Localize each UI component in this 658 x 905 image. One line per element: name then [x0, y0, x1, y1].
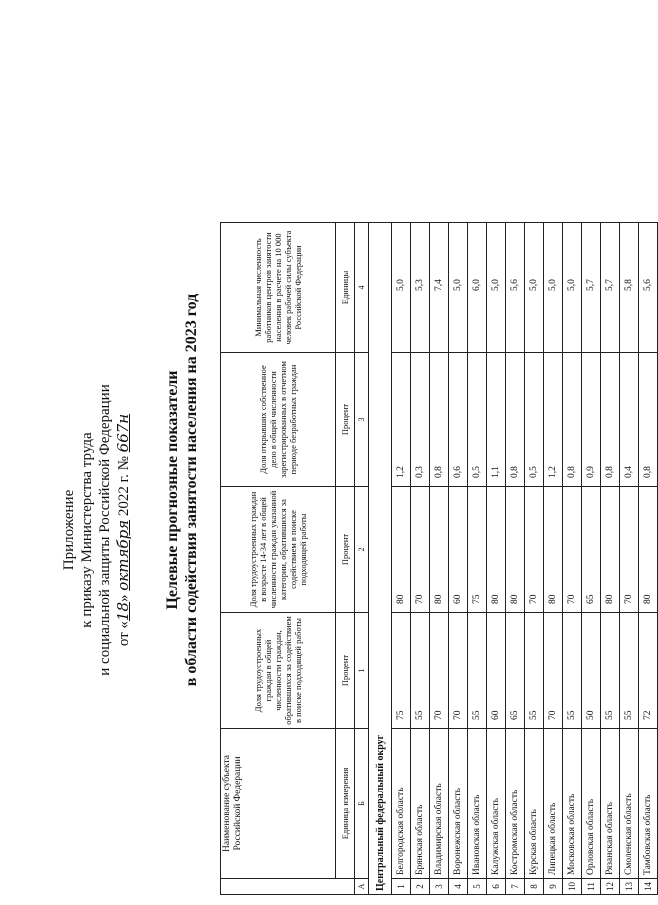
- value-indicator-4: 5,0: [544, 223, 563, 353]
- header-index: [221, 879, 355, 895]
- value-indicator-3: 0,9: [582, 353, 601, 487]
- value-indicator-1: 55: [601, 613, 620, 729]
- value-indicator-2: 70: [411, 487, 430, 613]
- row-number: 2: [411, 879, 430, 895]
- value-indicator-3: 0,5: [525, 353, 544, 487]
- value-indicator-3: 1,1: [487, 353, 506, 487]
- row-number: 7: [506, 879, 525, 895]
- region-name: Костромская область: [506, 729, 525, 879]
- table-row: [506, 223, 525, 895]
- value-indicator-4: 5,6: [506, 223, 525, 353]
- value-indicator-1: 55: [525, 613, 544, 729]
- colnum-3: 3: [355, 353, 369, 487]
- header-indicator-4: Минимальная численность работников центров занятости населения в расчете на 10 000 человек рабочей силы субъекта Российской Федерации: [221, 223, 336, 353]
- value-indicator-4: 5,7: [601, 223, 620, 353]
- value-indicator-2: 60: [449, 487, 468, 613]
- value-indicator-1: 50: [582, 613, 601, 729]
- order-date-mid: »: [116, 594, 132, 602]
- value-indicator-1: 55: [468, 613, 487, 729]
- row-number: 8: [525, 879, 544, 895]
- appendix-order-line: к приказу Министерства труда: [79, 432, 95, 628]
- value-indicator-2: 70: [563, 487, 582, 613]
- value-indicator-2: 75: [468, 487, 487, 613]
- row-number: 11: [582, 879, 601, 895]
- region-name: Курская область: [525, 729, 544, 879]
- value-indicator-3: 0,6: [449, 353, 468, 487]
- value-indicator-2: 80: [506, 487, 525, 613]
- region-name: Калужская область: [487, 729, 506, 879]
- table-units-row: [336, 223, 355, 895]
- unit-4: Единицы: [336, 223, 355, 353]
- value-indicator-3: 0,4: [620, 353, 639, 487]
- value-indicator-3: 0,8: [639, 353, 658, 487]
- order-day: 18: [114, 601, 132, 622]
- table-row: [620, 223, 639, 895]
- value-indicator-1: 55: [563, 613, 582, 729]
- title-line-1: Целевые прогнозные показатели: [164, 370, 181, 610]
- value-indicator-1: 75: [392, 613, 411, 729]
- value-indicator-4: 5,3: [411, 223, 430, 353]
- value-indicator-2: 70: [620, 487, 639, 613]
- region-name: Ивановская область: [468, 729, 487, 879]
- order-date-prefix: от «: [116, 621, 132, 647]
- row-number: 4: [449, 879, 468, 895]
- value-indicator-1: 65: [506, 613, 525, 729]
- value-indicator-4: 5,0: [525, 223, 544, 353]
- unit-1: Процент: [336, 613, 355, 729]
- value-indicator-3: 0,8: [506, 353, 525, 487]
- value-indicator-1: 70: [430, 613, 449, 729]
- table-row: [449, 223, 468, 895]
- value-indicator-4: 5,0: [392, 223, 411, 353]
- table-row: [411, 223, 430, 895]
- title-line-2: в области содействия занятости населения на 2023 год: [183, 293, 200, 687]
- table-row: [468, 223, 487, 895]
- value-indicator-4: 5,0: [449, 223, 468, 353]
- value-indicator-3: 0,8: [563, 353, 582, 487]
- value-indicator-1: 70: [544, 613, 563, 729]
- value-indicator-3: 0,5: [468, 353, 487, 487]
- value-indicator-2: 80: [430, 487, 449, 613]
- colnum-1: 1: [355, 613, 369, 729]
- appendix-order-date: [114, 380, 133, 680]
- colnum-b: Б: [355, 729, 369, 879]
- table-row: [582, 223, 601, 895]
- appendix-ministry-line: и социальной защиты Российской Федерации: [97, 384, 113, 676]
- row-number: 6: [487, 879, 506, 895]
- document-title: [163, 280, 201, 700]
- unit-2: Процент: [336, 487, 355, 613]
- table-row: [563, 223, 582, 895]
- region-name: Белгородская область: [392, 729, 411, 879]
- colnum-2: 2: [355, 487, 369, 613]
- value-indicator-2: 80: [639, 487, 658, 613]
- value-indicator-4: 6,0: [468, 223, 487, 353]
- value-indicator-4: 7,4: [430, 223, 449, 353]
- row-number: 12: [601, 879, 620, 895]
- value-indicator-2: 80: [544, 487, 563, 613]
- row-number: 5: [468, 879, 487, 895]
- header-indicator-1: Доля трудоустроенных граждан в общей численности граждан, обратившихся за содействием в поиске подходящей работы: [221, 613, 336, 729]
- value-indicator-4: 5,7: [582, 223, 601, 353]
- order-month: октября: [114, 519, 132, 591]
- colnum-4: 4: [355, 223, 369, 353]
- table-row: [525, 223, 544, 895]
- row-number: 1: [392, 879, 411, 895]
- order-year: 2022 г. №: [116, 456, 132, 517]
- region-name: Воронежская область: [449, 729, 468, 879]
- value-indicator-3: 0,8: [430, 353, 449, 487]
- unit-3: Процент: [336, 353, 355, 487]
- header-indicator-2: Доля трудоустроенных граждан в возрасте 14-34 лет в общей численности граждан указанной категории, обратившихся за содействием в поиске подходящей работы: [221, 487, 336, 613]
- value-indicator-1: 70: [449, 613, 468, 729]
- value-indicator-1: 55: [411, 613, 430, 729]
- region-name: Липецкая область: [544, 729, 563, 879]
- value-indicator-2: 80: [487, 487, 506, 613]
- value-indicator-2: 70: [525, 487, 544, 613]
- region-name: Владимирская область: [430, 729, 449, 879]
- header-indicator-3: Доля открывших собственное дело в общей численности зарегистрированных в отчетном периоде безработных граждан: [221, 353, 336, 487]
- region-name: Брянская область: [411, 729, 430, 879]
- district-name: Центральный федеральный округ: [369, 223, 392, 895]
- value-indicator-3: 1,2: [392, 353, 411, 487]
- row-number: 14: [639, 879, 658, 895]
- appendix-title: Приложение: [61, 489, 77, 571]
- row-number: 13: [620, 879, 639, 895]
- value-indicator-3: 0,3: [411, 353, 430, 487]
- colnum-a: А: [355, 879, 369, 895]
- row-number: 3: [430, 879, 449, 895]
- appendix-block: [60, 380, 133, 680]
- row-number: 10: [563, 879, 582, 895]
- value-indicator-2: 80: [601, 487, 620, 613]
- value-indicator-1: 72: [639, 613, 658, 729]
- order-number: 667н: [114, 413, 132, 453]
- table-row: [544, 223, 563, 895]
- row-number: 9: [544, 879, 563, 895]
- table-row: [601, 223, 620, 895]
- value-indicator-3: 0,8: [601, 353, 620, 487]
- region-name: Смоленская область: [620, 729, 639, 879]
- table-row: [487, 223, 506, 895]
- region-name: Рязанская область: [601, 729, 620, 879]
- table-column-numbers-row: [355, 223, 369, 895]
- table-header-row: [221, 223, 336, 895]
- table-row: [430, 223, 449, 895]
- value-indicator-3: 1,2: [544, 353, 563, 487]
- region-name: Тамбовская область: [639, 729, 658, 879]
- region-name: Московская область: [563, 729, 582, 879]
- indicators-table: [220, 222, 658, 895]
- value-indicator-2: 80: [392, 487, 411, 613]
- table-body: [392, 223, 658, 895]
- header-region: Наименование субъекта Российской Федерации: [221, 729, 336, 879]
- table-row: [392, 223, 411, 895]
- table-row: [639, 223, 658, 895]
- value-indicator-1: 55: [620, 613, 639, 729]
- value-indicator-4: 5,0: [563, 223, 582, 353]
- value-indicator-4: 5,8: [620, 223, 639, 353]
- units-label: Единица измерения: [336, 729, 355, 879]
- value-indicator-2: 65: [582, 487, 601, 613]
- value-indicator-1: 60: [487, 613, 506, 729]
- value-indicator-4: 5,6: [639, 223, 658, 353]
- region-name: Орловская область: [582, 729, 601, 879]
- district-row: [369, 223, 392, 895]
- value-indicator-4: 5,0: [487, 223, 506, 353]
